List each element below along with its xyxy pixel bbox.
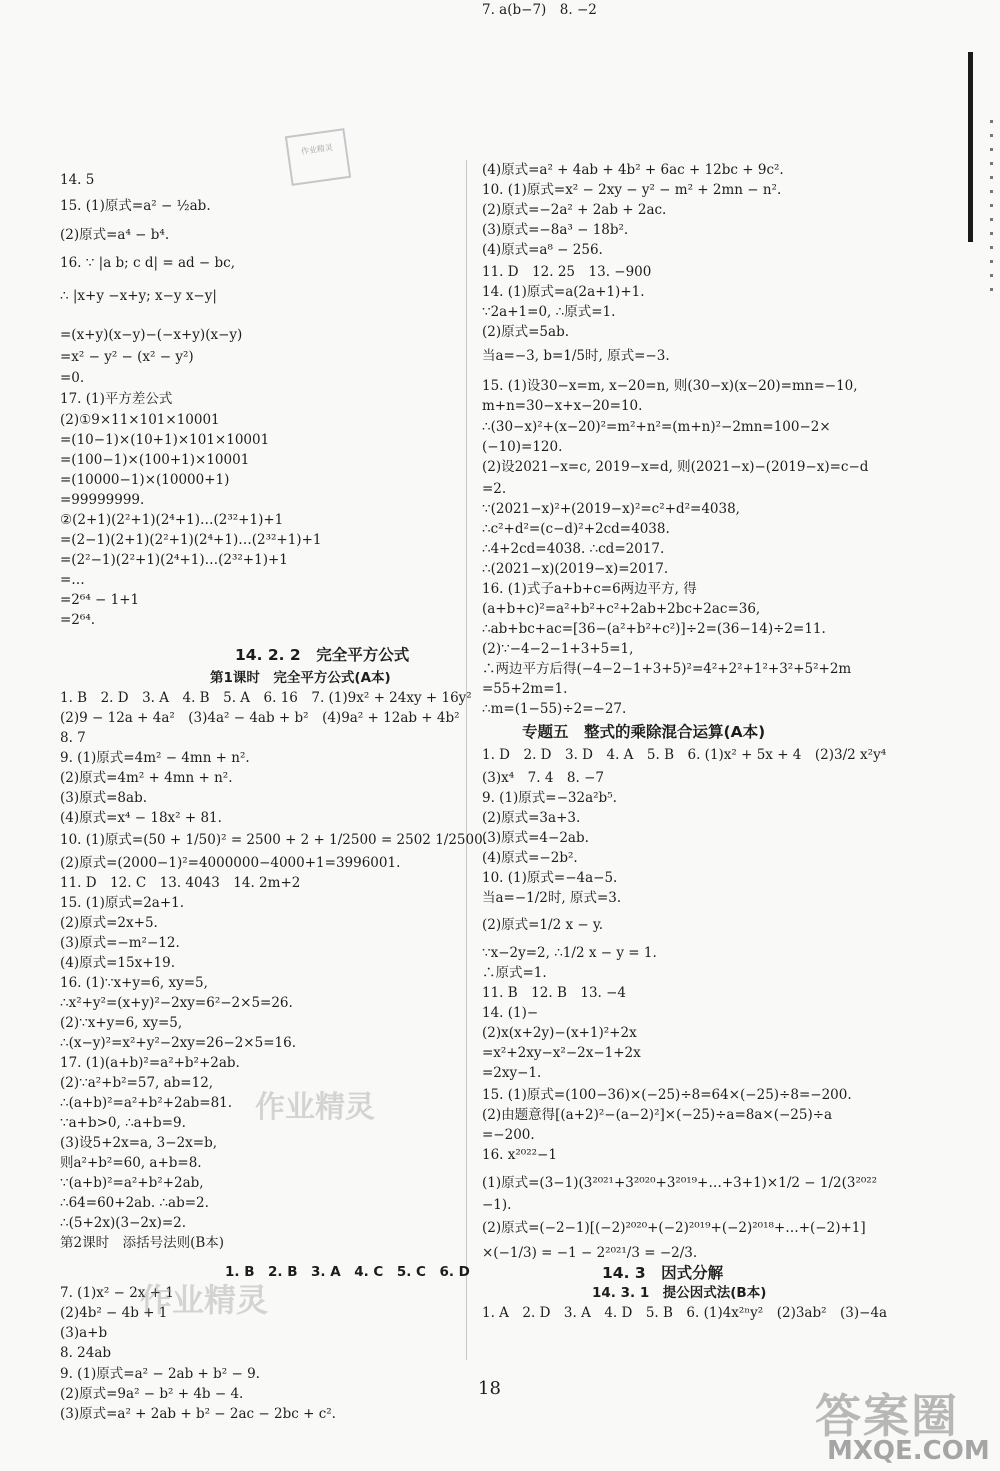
answer-line: (a+b+c)²=a²+b²+c²+2ab+2bc+2ac=36, (482, 601, 761, 617)
answer-line: (2)原式=−2a² + 2ab + 2ac. (482, 202, 667, 218)
corner-logo-main: 答案圈 (815, 1389, 959, 1443)
answer-line: 16. x²⁰²²−1 (482, 1147, 557, 1163)
answer-line: =2⁶⁴. (60, 612, 96, 628)
answer-line: 14. (1)− (482, 1005, 539, 1021)
answer-line: (2)原式=a⁴ − b⁴. (60, 227, 170, 243)
answer-line: 当a=−3, b=1/5时, 原式=−3. (482, 348, 670, 364)
edge-dots (990, 120, 993, 300)
answer-line: 10. (1)原式=x² − 2xy − y² − m² + 2mn − n². (482, 182, 782, 198)
answer-line: ∵x−2y=2, ∴1/2 x − y = 1. (482, 945, 657, 961)
answer-line: (3)原式=4−2ab. (482, 830, 589, 846)
answer-line: =(10000−1)×(10000+1) (60, 472, 230, 488)
answer-line: 14. (1)原式=a(2a+1)+1. (482, 284, 645, 300)
answer-line: 9. (1)原式=4m² − 4mn + n². (60, 750, 250, 766)
answer-line: ∴(5+2x)(3−2x)=2. (60, 1215, 187, 1231)
edge-bar (968, 52, 973, 242)
answer-line: 16. (1)∵x+y=6, xy=5, (60, 975, 208, 991)
answer-line: ∴原式=1. (482, 965, 547, 981)
answer-line: (4)原式=a² + 4ab + 4b² + 6ac + 12bc + 9c². (482, 162, 784, 178)
answer-line: 11. D 12. 25 13. −900 (482, 264, 652, 280)
answer-line: (3)x⁴ 7. 4 8. −7 (482, 770, 604, 786)
section-heading: 第1课时 完全平方公式(A本) (210, 670, 391, 686)
answer-line: 15. (1)原式=(100−36)×(−25)÷8=64×(−25)÷8=−200. (482, 1087, 852, 1103)
answer-line: (2)①9×11×101×10001 (60, 412, 220, 428)
answer-line: (4)原式=−2b². (482, 850, 578, 866)
section-heading: 14. 3 因式分解 (602, 1264, 724, 1282)
answer-line: (2)∵−4−2−1+3+5=1, (482, 641, 634, 657)
answer-line: 8. 24ab (60, 1345, 112, 1361)
answer-line: (2)原式=5ab. (482, 324, 570, 340)
answer-line: 17. (1)平方差公式 (60, 391, 173, 407)
section-heading: 专题五 整式的乘除混合运算(A本) (522, 723, 766, 741)
answer-line: (3)原式=8ab. (60, 790, 148, 806)
answer-line: 11. B 12. B 13. −4 (482, 985, 627, 1001)
answer-line: (2)原式=(−2−1)[(−2)²⁰²⁰+(−2)²⁰¹⁹+(−2)²⁰¹⁸+…+(−2)+1] (482, 1220, 866, 1236)
answer-line: ∵(a+b)²=a²+b²+2ab, (60, 1175, 204, 1191)
answer-line: 11. D 12. C 13. 4043 14. 2m+2 (60, 875, 301, 891)
section-heading: 14. 3. 1 提公因式法(B本) (592, 1285, 767, 1301)
answer-line: 9. (1)原式=−32a²b⁵. (482, 790, 617, 806)
answer-line: −1). (482, 1197, 512, 1213)
answer-line: (1)原式=(3−1)(3²⁰²¹+3²⁰²⁰+3²⁰¹⁹+…+3+1)×1/2 − 1/2(3²⁰²² (482, 1175, 878, 1191)
page-number: 18 (478, 1378, 501, 1399)
answer-line: (2)设2021−x=c, 2019−x=d, 则(2021−x)−(2019−x)=c−d (482, 459, 869, 475)
answer-line: ②(2+1)(2²+1)(2⁴+1)…(2³²+1)+1 (60, 512, 284, 528)
answer-line: 10. (1)原式=−4a−5. (482, 870, 618, 886)
answer-line: 7. a(b−7) 8. −2 (482, 2, 597, 18)
answer-line: =(100−1)×(100+1)×10001 (60, 452, 250, 468)
answer-line: =−200. (482, 1127, 535, 1143)
answer-line: (2)原式=2x+5. (60, 915, 158, 931)
answer-line: ∴(30−x)²+(x−20)²=m²+n²=(m+n)²−2mn=100−2× (482, 419, 831, 435)
section-heading: 14. 2. 2 完全平方公式 (235, 646, 410, 664)
corner-logo (815, 1380, 1000, 1471)
answer-line: =(10−1)×(10+1)×101×10001 (60, 432, 270, 448)
answer-line: 16. (1)式子a+b+c=6两边平方, 得 (482, 581, 697, 597)
answer-line: (2)原式=4m² + 4mn + n². (60, 770, 233, 786)
answer-line: (2)原式=(2000−1)²=4000000−4000+1=3996001. (60, 855, 401, 871)
answer-line: =2. (482, 481, 507, 497)
answer-line: (3)原式=−m²−12. (60, 935, 180, 951)
answer-line: (2)x(x+2y)−(x+1)²+2x (482, 1025, 637, 1041)
answer-line: 15. (1)设30−x=m, x−20=n, 则(30−x)(x−20)=mn=−10, (482, 378, 858, 394)
watermark: 作业精灵 (255, 1090, 375, 1125)
answer-line: (2)∵x+y=6, xy=5, (60, 1015, 183, 1031)
answer-line: 8. 7 (60, 730, 86, 746)
answer-line: ∵(2021−x)²+(2019−x)²=c²+d²=4038, (482, 501, 740, 517)
answer-line: (4)原式=x⁴ − 18x² + 81. (60, 810, 222, 826)
answer-line: =55+2m=1. (482, 681, 568, 697)
answer-line: (2)原式=9a² − b² + 4b − 4. (60, 1386, 244, 1402)
section-heading: 1. B 2. B 3. A 4. C 5. C 6. D (225, 1264, 470, 1280)
answer-line: ∴(2021−x)(2019−x)=2017. (482, 561, 669, 577)
answer-line: (4)原式=a⁸ − 256. (482, 242, 603, 258)
answer-line: 1. B 2. D 3. A 4. B 5. A 6. 16 7. (1)9x² + 24xy + 16y² (60, 690, 472, 706)
answer-line: ∴两边平方后得(−4−2−1+3+5)²=4²+2²+1²+3²+5²+2m (482, 661, 852, 677)
answer-line: =0. (60, 370, 85, 386)
answer-line: 1. A 2. D 3. A 4. D 5. B 6. (1)4x²ⁿy² (2)3ab² (3)−4a (482, 1305, 888, 1321)
answer-line: ∴c²+d²=(c−d)²+2cd=4038. (482, 521, 670, 537)
answer-line: m+n=30−x+x−20=10. (482, 398, 643, 414)
answer-line: ∴m=(1−55)÷2=−27. (482, 701, 627, 717)
answer-line: 则a²+b²=60, a+b=8. (60, 1155, 202, 1171)
answer-line: =(2−1)(2+1)(2²+1)(2⁴+1)…(2³²+1)+1 (60, 532, 322, 548)
watermark: 作业精灵 (140, 1281, 269, 1319)
answer-line: ∴(x−y)²=x²+y²−2xy=26−2×5=16. (60, 1035, 296, 1051)
answer-line: =(2²−1)(2²+1)(2⁴+1)…(2³²+1)+1 (60, 552, 288, 568)
answer-line: ∴64=60+2ab. ∴ab=2. (60, 1195, 209, 1211)
answer-line: (2)由题意得[(a+2)²−(a−2)²]×(−25)÷a=8a×(−25)÷a (482, 1107, 833, 1123)
answer-line: 16. ∵ |a b; c d| = ad − bc, (60, 255, 236, 271)
answer-line: 当a=−1/2时, 原式=3. (482, 890, 622, 906)
answer-line: ∴x²+y²=(x+y)²−2xy=6²−2×5=26. (60, 995, 293, 1011)
answer-line: =x² − y² − (x² − y²) (60, 349, 194, 365)
answer-line: (2)4b² − 4b + 1 (60, 1305, 168, 1321)
answer-line: (4)原式=15x+19. (60, 955, 176, 971)
answer-line: =(x+y)(x−y)−(−x+y)(x−y) (60, 327, 243, 343)
answer-line: 1. D 2. D 3. D 4. A 5. B 6. (1)x² + 5x + 4 (2)3/2 x²y⁴ (482, 747, 887, 763)
answer-line: ∵a+b>0, ∴a+b=9. (60, 1115, 186, 1131)
answer-line: ∴ab+bc+ac=[36−(a²+b²+c²)]÷2=(36−14)÷2=11. (482, 621, 826, 637)
answer-line: ∴4+2cd=4038. ∴cd=2017. (482, 541, 665, 557)
corner-logo-url: MXQE.COM (827, 1436, 990, 1466)
answer-line: 9. (1)原式=a² − 2ab + b² − 9. (60, 1366, 260, 1382)
answer-line: ∴(a+b)²=a²+b²+2ab=81. (60, 1095, 233, 1111)
answer-line: 15. (1)原式=a² − ½ab. (60, 198, 211, 214)
answer-line: (3)设5+2x=a, 3−2x=b, (60, 1135, 218, 1151)
answer-line: =2⁶⁴ − 1+1 (60, 592, 140, 608)
answer-line: =99999999. (60, 492, 145, 508)
answer-line: (3)原式=a² + 2ab + b² − 2ac − 2bc + c². (60, 1406, 336, 1422)
answer-line: ∵2a+1=0, ∴原式=1. (482, 304, 616, 320)
answer-line: 15. (1)原式=2a+1. (60, 895, 185, 911)
answer-line: 14. 5 (60, 172, 95, 188)
answer-line: =x²+2xy−x²−2x−1+2x (482, 1045, 641, 1061)
answer-line: 10. (1)原式=(50 + 1/50)² = 2500 + 2 + 1/2500 = 2502 1/2500. (60, 832, 487, 848)
answer-line: =2xy−1. (482, 1065, 542, 1081)
stamp-logo: 作业精灵 (285, 128, 351, 186)
answer-line: ×(−1/3) = −1 − 2²⁰²¹/3 = −2/3. (482, 1245, 698, 1261)
answer-line: (2)原式=3a+3. (482, 810, 581, 826)
answer-line: 7. (1)x² − 2x + 1 (60, 1285, 174, 1301)
answer-line: ∴ |x+y −x+y; x−y x−y| (60, 288, 217, 304)
answer-line: (2)∵a²+b²=57, ab=12, (60, 1075, 214, 1091)
answer-line: =… (60, 572, 85, 588)
answer-line: 17. (1)(a+b)²=a²+b²+2ab. (60, 1055, 240, 1071)
answer-line: (3)a+b (60, 1325, 108, 1341)
answer-line: (2)9 − 12a + 4a² (3)4a² − 4ab + b² (4)9a² + 12ab + 4b² (60, 710, 460, 726)
answer-line: (2)原式=1/2 x − y. (482, 917, 604, 933)
column-separator (466, 160, 467, 1360)
answer-line: (3)原式=−8a³ − 18b². (482, 222, 629, 238)
answer-line: 第2课时 添括号法则(B本) (60, 1235, 225, 1251)
answer-line: (−10)=120. (482, 439, 563, 455)
